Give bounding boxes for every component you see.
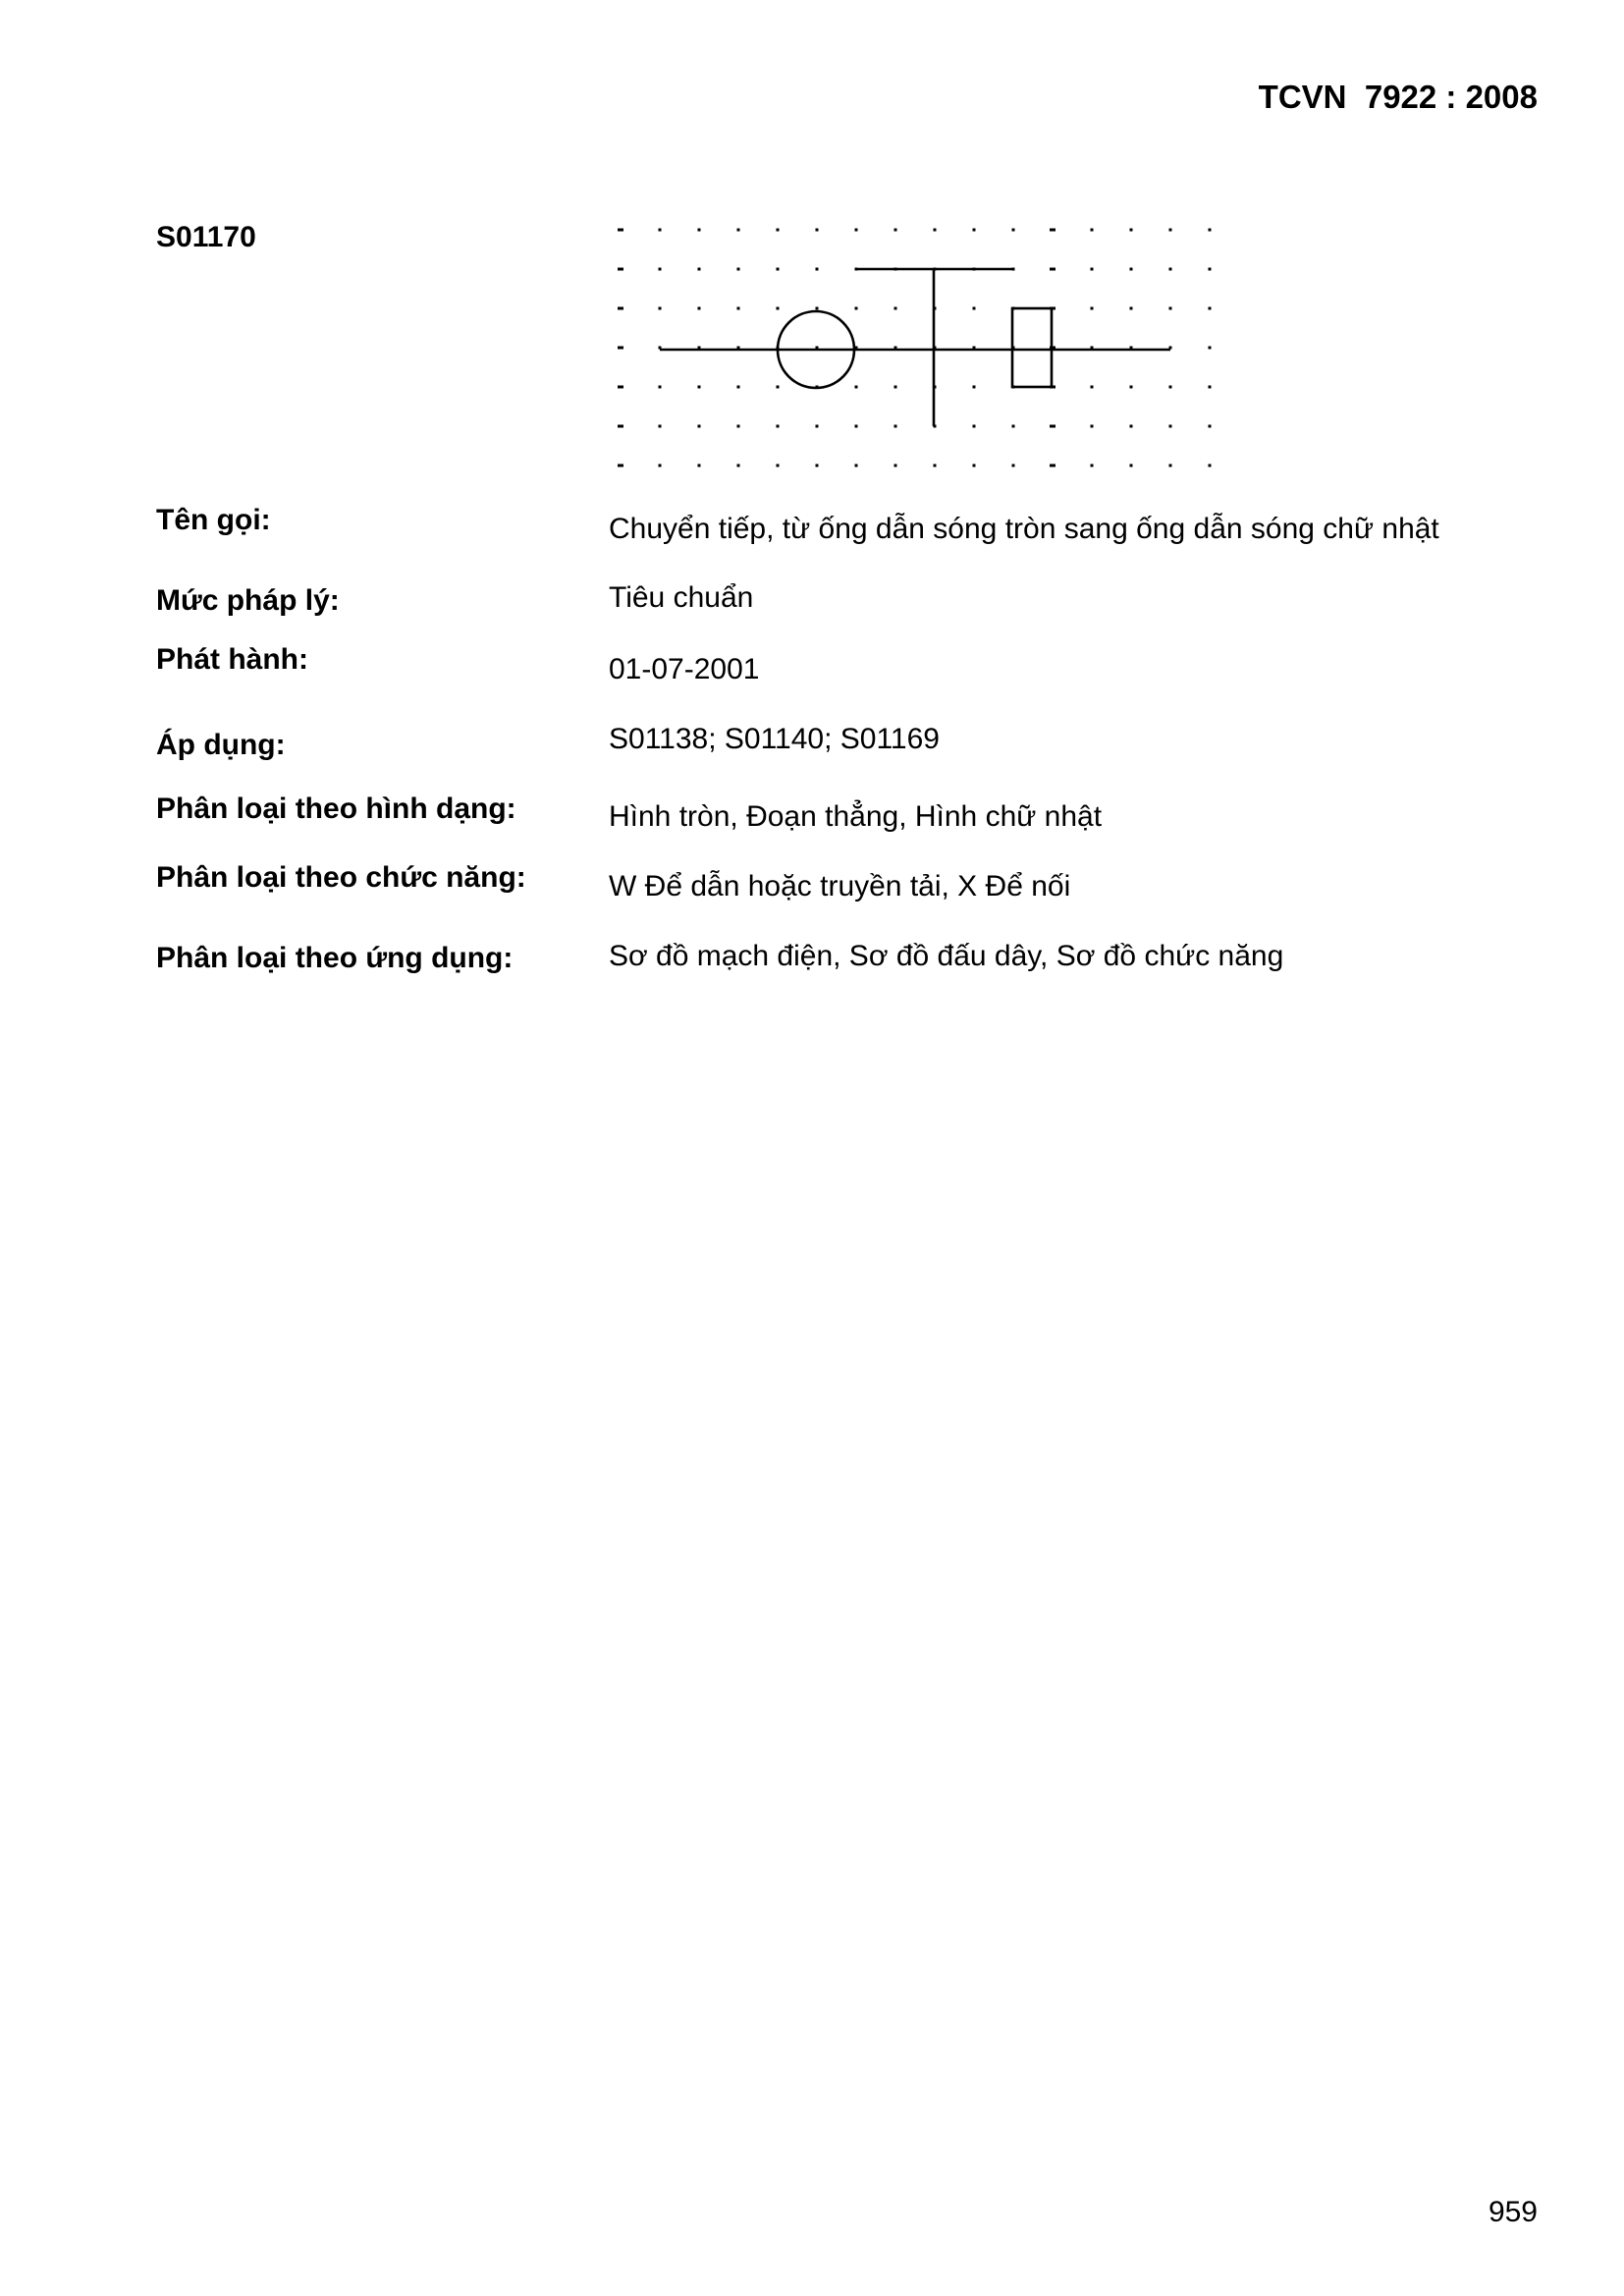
grid-dot	[1169, 229, 1172, 232]
grid-dot	[1169, 425, 1172, 428]
grid-dot	[777, 386, 780, 389]
rectangle-shape	[1012, 308, 1052, 387]
grid-dot	[855, 386, 858, 389]
grid-dot	[894, 386, 897, 389]
grid-dot	[816, 307, 819, 310]
grid-dot	[1012, 465, 1015, 467]
grid-dot	[618, 229, 623, 232]
grid-dot	[1130, 425, 1133, 428]
value-application-class: Sơ đồ mạch điện, Sơ đồ đấu dây, Sơ đồ chức năng	[609, 940, 1284, 972]
grid-dot	[934, 465, 937, 467]
grid-dot	[659, 307, 662, 310]
grid-dot	[1091, 307, 1094, 310]
grid-dot	[737, 465, 740, 467]
value-legal-level: Tiêu chuẩn	[609, 581, 754, 614]
grid-dot	[855, 307, 858, 310]
grid-dot	[737, 307, 740, 310]
grid-dot	[1050, 465, 1056, 467]
grid-dot	[894, 229, 897, 232]
grid-dot	[618, 386, 623, 389]
grid-dot	[816, 425, 819, 428]
grid-dot	[698, 307, 701, 310]
grid-dot	[894, 307, 897, 310]
value-shape-class: Hình tròn, Đoạn thẳng, Hình chữ nhật	[609, 800, 1103, 833]
value-name: Chuyển tiếp, từ ống dẫn sóng tròn sang ống dẫn sóng chữ nhật	[609, 513, 1439, 545]
value-function-class: W Để dẫn hoặc truyền tải, X Để nối	[609, 870, 1071, 902]
value-release: 01-07-2001	[609, 653, 760, 685]
grid-dot	[1169, 465, 1172, 467]
grid-dots	[618, 229, 1212, 467]
grid-dot	[1091, 425, 1094, 428]
grid-dot	[1130, 268, 1133, 271]
grid-dot	[1012, 425, 1015, 428]
grid-dot	[618, 307, 623, 310]
grid-dot	[816, 465, 819, 467]
label-function-class: Phân loại theo chức năng:	[156, 861, 526, 894]
grid-dot	[737, 386, 740, 389]
grid-dot	[659, 229, 662, 232]
grid-dot	[777, 229, 780, 232]
grid-dot	[894, 425, 897, 428]
label-name: Tên gọi:	[156, 504, 271, 536]
grid-dot	[1209, 465, 1212, 467]
grid-dot	[1169, 386, 1172, 389]
grid-dot	[894, 465, 897, 467]
grid-dot	[855, 229, 858, 232]
grid-dot	[1091, 465, 1094, 467]
grid-dot	[1169, 268, 1172, 271]
grid-dot	[1130, 229, 1133, 232]
grid-dot	[698, 386, 701, 389]
grid-dot	[1209, 268, 1212, 271]
grid-dot	[973, 307, 976, 310]
page-number: 959	[1488, 2196, 1538, 2228]
grid-dot	[659, 425, 662, 428]
grid-dot	[1130, 307, 1133, 310]
grid-dot	[1209, 386, 1212, 389]
label-legal-level: Mức pháp lý:	[156, 584, 340, 617]
grid-dot	[973, 386, 976, 389]
grid-dot	[1091, 268, 1094, 271]
grid-dot	[659, 465, 662, 467]
grid-dot	[737, 425, 740, 428]
grid-dot	[855, 465, 858, 467]
grid-dot	[737, 229, 740, 232]
grid-dot	[777, 465, 780, 467]
grid-dot	[973, 465, 976, 467]
grid-dot	[698, 229, 701, 232]
grid-dot	[1050, 425, 1056, 428]
grid-dot	[659, 268, 662, 271]
symbol-code: S01170	[156, 221, 256, 253]
grid-dot	[618, 268, 623, 271]
grid-dot	[1209, 347, 1212, 350]
grid-dot	[1209, 425, 1212, 428]
grid-dot	[973, 425, 976, 428]
grid-dot	[816, 229, 819, 232]
grid-dot	[618, 465, 623, 467]
grid-dot	[1012, 229, 1015, 232]
grid-dot	[618, 425, 623, 428]
grid-dot	[1091, 229, 1094, 232]
grid-dot	[973, 229, 976, 232]
label-application-class: Phân loại theo ứng dụng:	[156, 942, 514, 974]
grid-dot	[777, 425, 780, 428]
grid-dot	[1130, 465, 1133, 467]
grid-dot	[1050, 268, 1056, 271]
grid-dot	[737, 268, 740, 271]
value-applies: S01138; S01140; S01169	[609, 723, 940, 755]
standard-header: TCVN 7922 : 2008	[1258, 79, 1538, 115]
grid-dot	[777, 307, 780, 310]
grid-dot	[659, 386, 662, 389]
grid-dot	[618, 347, 623, 350]
grid-dot	[1050, 229, 1056, 232]
grid-dot	[698, 268, 701, 271]
grid-dot	[1169, 307, 1172, 310]
grid-dot	[777, 268, 780, 271]
grid-dot	[1130, 386, 1133, 389]
grid-dot	[698, 465, 701, 467]
grid-dot	[1091, 386, 1094, 389]
grid-dot	[934, 229, 937, 232]
waveguide-transition-symbol	[609, 212, 1218, 477]
grid-dot	[698, 425, 701, 428]
label-applies: Áp dụng:	[156, 729, 286, 761]
label-shape-class: Phân loại theo hình dạng:	[156, 793, 516, 825]
label-release: Phát hành:	[156, 643, 308, 676]
grid-dot	[1209, 307, 1212, 310]
grid-dot	[816, 268, 819, 271]
grid-dot	[1209, 229, 1212, 232]
grid-dot	[855, 425, 858, 428]
